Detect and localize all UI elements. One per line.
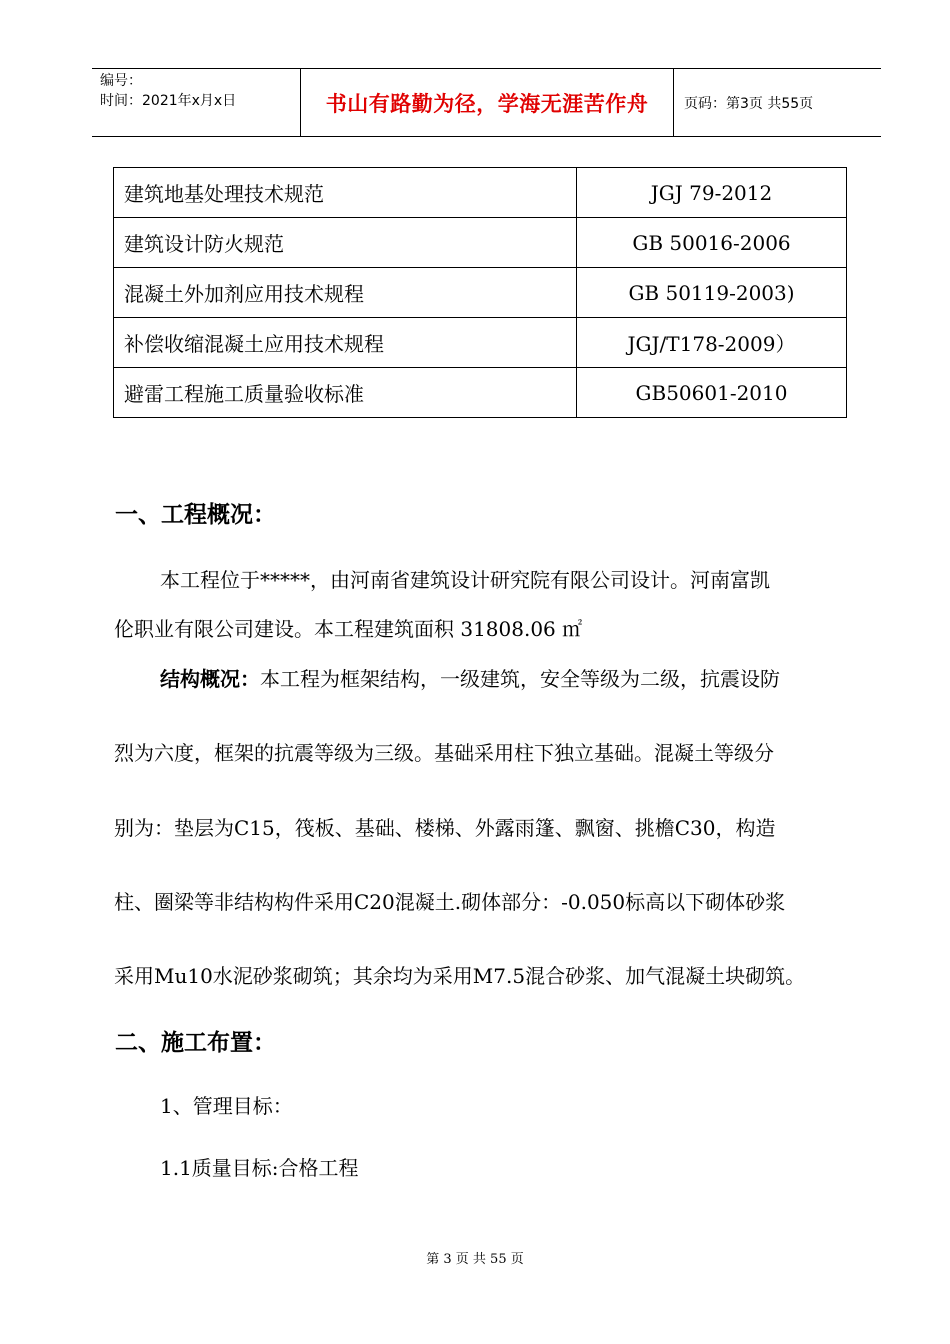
standard-code: JGJ/T178-2009） — [577, 318, 847, 368]
standards-table — [113, 167, 847, 418]
standard-code: GB 50119-2003) — [577, 268, 847, 318]
standard-name: 混凝土外加剂应用技术规程 — [114, 268, 577, 318]
table-row — [114, 318, 847, 368]
quality-goal-item: 1.1质量目标:合格工程 — [160, 1156, 359, 1180]
overview-para-line1: 本工程位于*****，由河南省建筑设计研究院有限公司设计。河南富凯 — [160, 568, 770, 592]
structure-para-line3: 别为：垫层为C15，筏板、基础、楼梯、外露雨篷、飘窗、挑檐C30，构造 — [114, 816, 776, 840]
standard-name: 补偿收缩混凝土应用技术规程 — [114, 318, 577, 368]
section-heading-overview: 一、工程概况： — [115, 501, 276, 528]
structure-para-line2: 烈为六度，框架的抗震等级为三级。基础采用柱下独立基础。混凝土等级分 — [114, 741, 774, 765]
table-row — [114, 218, 847, 268]
standard-code: GB50601-2010 — [577, 368, 847, 418]
structure-text-1: 本工程为框架结构，一级建筑，安全等级为二级，抗震设防 — [260, 667, 780, 691]
overview-para-line2: 伦职业有限公司建设。本工程建筑面积 31808.06 ㎡ — [114, 617, 583, 641]
management-goal-item: 1、管理目标： — [160, 1094, 293, 1118]
standard-code: GB 50016-2006 — [577, 218, 847, 268]
header-meta — [92, 69, 301, 136]
code-label: 编号： — [100, 73, 142, 89]
page-header — [92, 68, 881, 137]
table-row — [114, 268, 847, 318]
page-footer: 第 3 页 共 55 页 — [426, 1252, 524, 1267]
structure-para-line4: 柱、圈梁等非结构构件采用C20混凝土.砌体部分：-0.050标高以下砌体砂浆 — [114, 890, 786, 914]
standard-name: 建筑设计防火规范 — [114, 218, 577, 268]
structure-para-line5: 采用Mu10水泥砂浆砌筑；其余均为采用M7.5混合砂浆、加气混凝土块砌筑。 — [114, 964, 806, 988]
table-row — [114, 168, 847, 218]
standard-name: 避雷工程施工质量验收标准 — [114, 368, 577, 418]
header-page-info: 页码：第3页 共55页 — [684, 95, 814, 112]
time-label: 时间：2021年x月x日 — [100, 93, 237, 109]
header-motto: 书山有路勤为径，学海无涯苦作舟 — [301, 69, 674, 136]
structure-para-line1 — [160, 663, 780, 692]
section-heading-layout: 二、施工布置： — [115, 1029, 276, 1056]
standard-name: 建筑地基处理技术规范 — [114, 168, 577, 218]
structure-label: 结构概况： — [160, 667, 260, 691]
standard-code: JGJ 79-2012 — [577, 168, 847, 218]
table-row — [114, 368, 847, 418]
